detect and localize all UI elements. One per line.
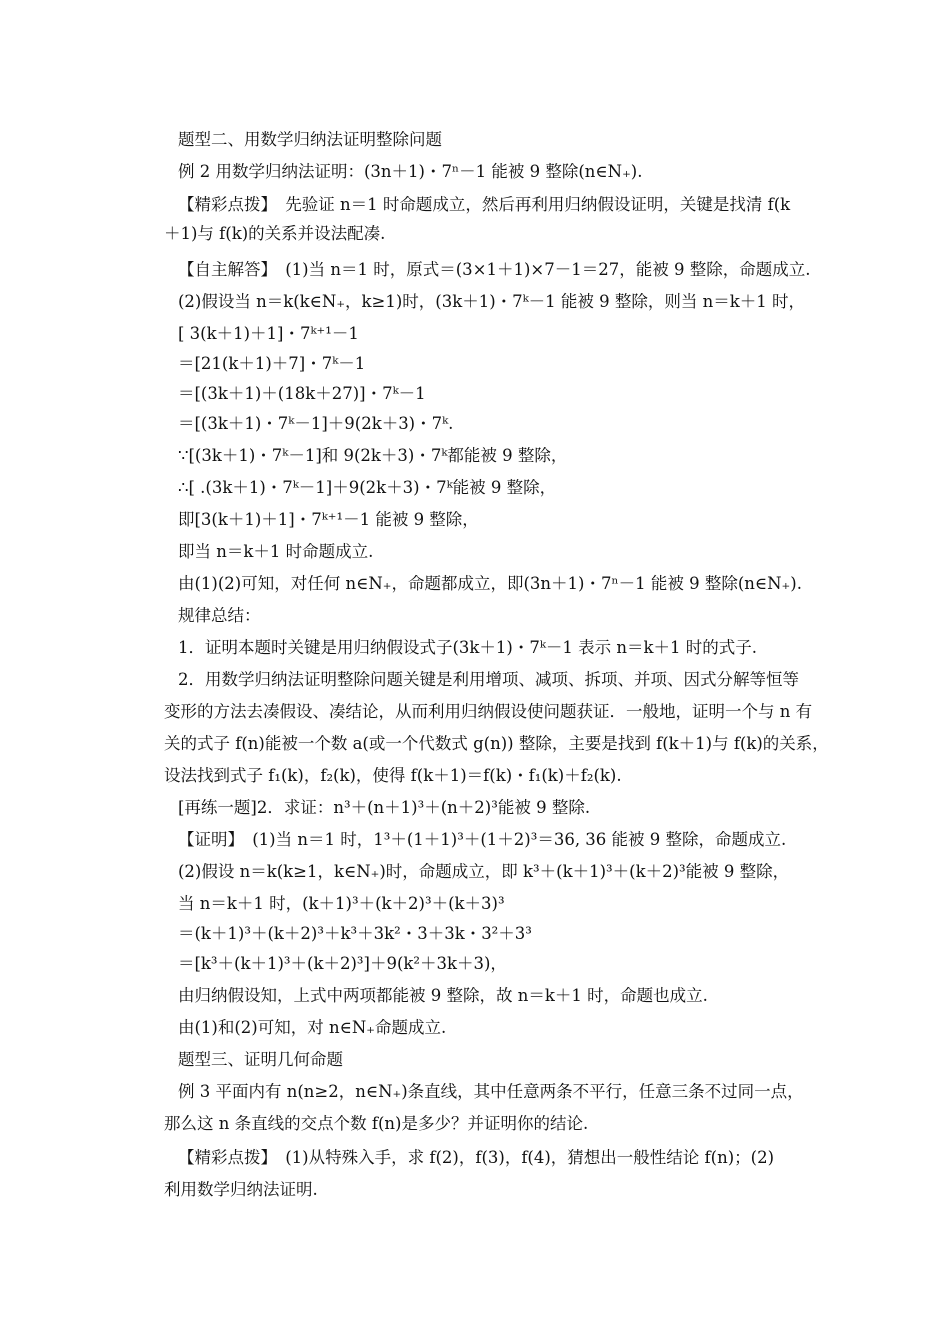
text-line-33: 【精彩点拨】 (1)从特殊入手，求 f(2)，f(3)，f(4)，猜想出一般性结论 f(n)；(2) bbox=[178, 1148, 775, 1167]
text-line-14: 即当 n＝k＋1 时命题成立. bbox=[178, 542, 374, 561]
text-line-19: 变形的方法去凑假设、凑结论，从而利用归纳假设使问题获证．一般地，证明一个与 n 有 bbox=[164, 702, 813, 721]
text-line-11: ∵[(3k＋1)・7ᵏ－1]和 9(2k＋3)・7ᵏ都能被 9 整除， bbox=[178, 446, 568, 465]
text-line-29: 由(1)和(2)可知，对 n∈N₊命题成立. bbox=[178, 1018, 447, 1037]
text-line-4: ＋1)与 f(k)的关系并设法配凑. bbox=[164, 224, 386, 243]
text-line-16: 规律总结： bbox=[178, 606, 261, 625]
text-line-32: 那么这 n 条直线的交点个数 f(n)是多少？并证明你的结论. bbox=[164, 1114, 589, 1133]
text-line-30: 题型三、证明几何命题 bbox=[178, 1050, 343, 1069]
text-line-1: 题型二、用数学归纳法证明整除问题 bbox=[178, 130, 442, 149]
text-line-20: 关的式子 f(n)能被一个数 a(或一个代数式 g(n)) 整除，主要是找到 f(k＋1)与 f(k)的关系， bbox=[164, 734, 829, 753]
text-line-15: 由(1)(2)可知，对任何 n∈N₊，命题都成立，即(3n＋1)・7ⁿ－1 能被 9 整除(n∈N₊). bbox=[178, 574, 802, 593]
text-line-8: ＝[21(k＋1)＋7]・7ᵏ－1 bbox=[178, 354, 366, 373]
text-line-10: ＝[(3k＋1)・7ᵏ－1]＋9(2k＋3)・7ᵏ. bbox=[178, 414, 454, 433]
text-line-13: 即[3(k＋1)＋1]・7ᵏ⁺¹－1 能被 9 整除， bbox=[178, 510, 479, 529]
text-line-21: 设法找到式子 f₁(k)，f₂(k)，使得 f(k＋1)＝f(k)・f₁(k)＋f₂(k). bbox=[164, 766, 622, 785]
text-line-18: 2．用数学归纳法证明整除问题关键是利用增项、减项、拆项、并项、因式分解等恒等 bbox=[178, 670, 799, 689]
text-line-5: 【自主解答】 (1)当 n＝1 时，原式＝(3×1＋1)×7－1＝27，能被 9 整除，命题成立. bbox=[178, 260, 811, 279]
text-line-9: ＝[(3k＋1)＋(18k＋27)]・7ᵏ－1 bbox=[178, 384, 426, 403]
text-line-2: 例 2 用数学归纳法证明：(3n＋1)・7ⁿ－1 能被 9 整除(n∈N₊). bbox=[178, 162, 643, 181]
text-line-7: [ 3(k＋1)＋1]・7ᵏ⁺¹－1 bbox=[178, 324, 359, 343]
text-line-17: 1．证明本题时关键是用归纳假设式子(3k＋1)・7ᵏ－1 表示 n＝k＋1 时的式子. bbox=[178, 638, 757, 657]
text-line-24: (2)假设 n＝k(k≥1，k∈N₊)时，命题成立，即 k³＋(k＋1)³＋(k＋2)³能被 9 整除， bbox=[178, 862, 790, 881]
text-line-23: 【证明】 (1)当 n＝1 时，1³＋(1＋1)³＋(1＋2)³＝36, 36 能被 9 整除，命题成立. bbox=[178, 830, 787, 849]
text-line-34: 利用数学归纳法证明. bbox=[164, 1180, 318, 1199]
text-line-28: 由归纳假设知，上式中两项都能被 9 整除，故 n＝k＋1 时，命题也成立. bbox=[178, 986, 708, 1005]
text-line-22: [再练一题]2．求证：n³＋(n＋1)³＋(n＋2)³能被 9 整除. bbox=[178, 798, 591, 817]
text-line-25: 当 n＝k＋1 时，(k＋1)³＋(k＋2)³＋(k＋3)³ bbox=[178, 894, 505, 913]
text-line-12: ∴[ .(3k＋1)・7ᵏ－1]＋9(2k＋3)・7ᵏ能被 9 整除， bbox=[178, 478, 557, 497]
text-line-6: (2)假设当 n＝k(k∈N₊，k≥1)时，(3k＋1)・7ᵏ－1 能被 9 整除，则当 n＝k＋1 时， bbox=[178, 292, 806, 311]
text-line-31: 例 3 平面内有 n(n≥2，n∈N₊)条直线，其中任意两条不平行，任意三条不过同一点， bbox=[178, 1082, 804, 1101]
text-line-27: ＝[k³＋(k＋1)³＋(k＋2)³]＋9(k²＋3k＋3)， bbox=[178, 954, 507, 973]
text-line-3: 【精彩点拨】 先验证 n＝1 时命题成立，然后再利用归纳假设证明，关键是找清 f(k bbox=[178, 195, 791, 214]
text-line-26: ＝(k＋1)³＋(k＋2)³＋k³＋3k²・3＋3k・3²＋3³ bbox=[178, 924, 532, 943]
